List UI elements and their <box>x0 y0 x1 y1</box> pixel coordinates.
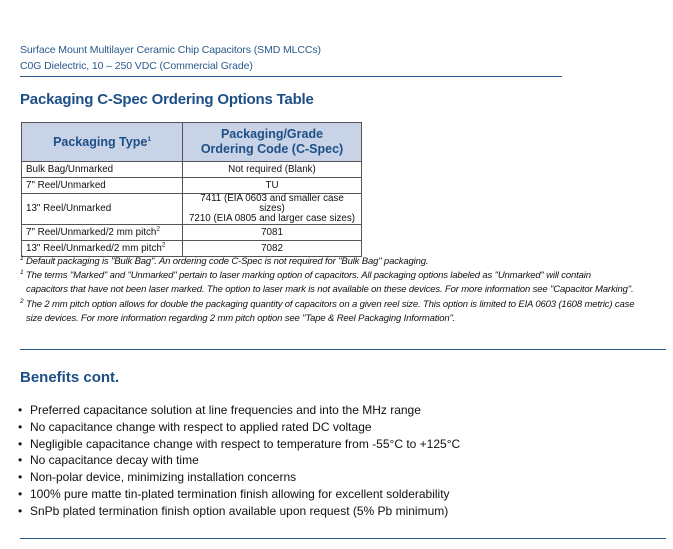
list-item: • Negligible capacitance change with respect to temperature from -55°C to +125°C <box>16 436 460 453</box>
packaging-type-cell: 13" Reel/Unmarked <box>22 194 183 225</box>
table-row <box>22 162 362 178</box>
ordering-code-cell: Not required (Blank) <box>183 162 362 178</box>
list-item: • Non-polar device, minimizing installation concerns <box>16 469 460 486</box>
list-item: • SnPb plated termination finish option available upon request (5% Pb minimum) <box>16 503 460 520</box>
list-item: • No capacitance change with respect to applied rated DC voltage <box>16 419 460 436</box>
table-header-row <box>22 123 362 162</box>
packaging-type-cell: 7" Reel/Unmarked/2 mm pitch$^2$ <box>22 225 183 241</box>
ordering-code-cell: 7081 <box>183 225 362 241</box>
ordering-code-cell: 7082 <box>183 241 362 257</box>
header-line-1: Surface Mount Multilayer Ceramic Chip Capacitors (SMD MLCCs) <box>20 44 321 56</box>
header-line-2: C0G Dielectric, 10 – 250 VDC (Commercial Grade) <box>20 60 253 72</box>
footnote-1: $^1$ Default packaging is "Bulk Bag". An ordering code C-Spec is not required for "Bulk Bag" packaging. <box>20 254 429 267</box>
section-title: Packaging C-Spec Ordering Options Table <box>20 91 314 108</box>
divider <box>20 538 666 539</box>
footnote-3-cont: size devices. For more information regarding 2 mm pitch option see "Tape & Reel Packaging Information". <box>26 312 456 324</box>
ordering-code-cell: 7411 (EIA 0603 and smaller case sizes) 7210 (EIA 0805 and larger case sizes) <box>183 194 362 225</box>
col-ordering-code-header: Packaging/Grade Ordering Code (C-Spec) <box>183 123 362 162</box>
footnote-2: $^1$ The terms "Marked" and "Unmarked" pertain to laser marking option of capacitors. All packaging options labeled as "Unmarked" will contain <box>20 269 591 282</box>
cspec-table <box>21 122 362 257</box>
table-row <box>22 225 362 241</box>
footnote-2-cont: capacitors that have not been laser marked. The option to laser mark is not available on these devices. For more information see "Capacitor Marking". <box>26 284 634 296</box>
list-item: • 100% pure matte tin-plated termination finish allowing for excellent solderability <box>16 486 460 503</box>
col-packaging-type-header: Packaging Type$^1$ <box>22 123 183 162</box>
table-row <box>22 178 362 194</box>
footnotes <box>20 255 670 326</box>
list-item: • No capacitance decay with time <box>16 452 460 469</box>
table-row <box>22 194 362 225</box>
benefits-list <box>16 402 460 520</box>
packaging-type-cell: Bulk Bag/Unmarked <box>22 162 183 178</box>
list-item: • Preferred capacitance solution at line frequencies and into the MHz range <box>16 402 460 419</box>
benefits-title: Benefits cont. <box>20 369 120 386</box>
document-header <box>20 42 562 77</box>
divider <box>20 349 666 350</box>
footnote-3: $^2$ The 2 mm pitch option allows for double the packaging quantity of capacitors on a given reel size. This option is limited to EIA 0603 (1608 metric) case <box>20 297 635 310</box>
ordering-code-cell: TU <box>183 178 362 194</box>
packaging-type-cell: 13" Reel/Unmarked/2 mm pitch$^2$ <box>22 241 183 257</box>
packaging-type-cell: 7" Reel/Unmarked <box>22 178 183 194</box>
